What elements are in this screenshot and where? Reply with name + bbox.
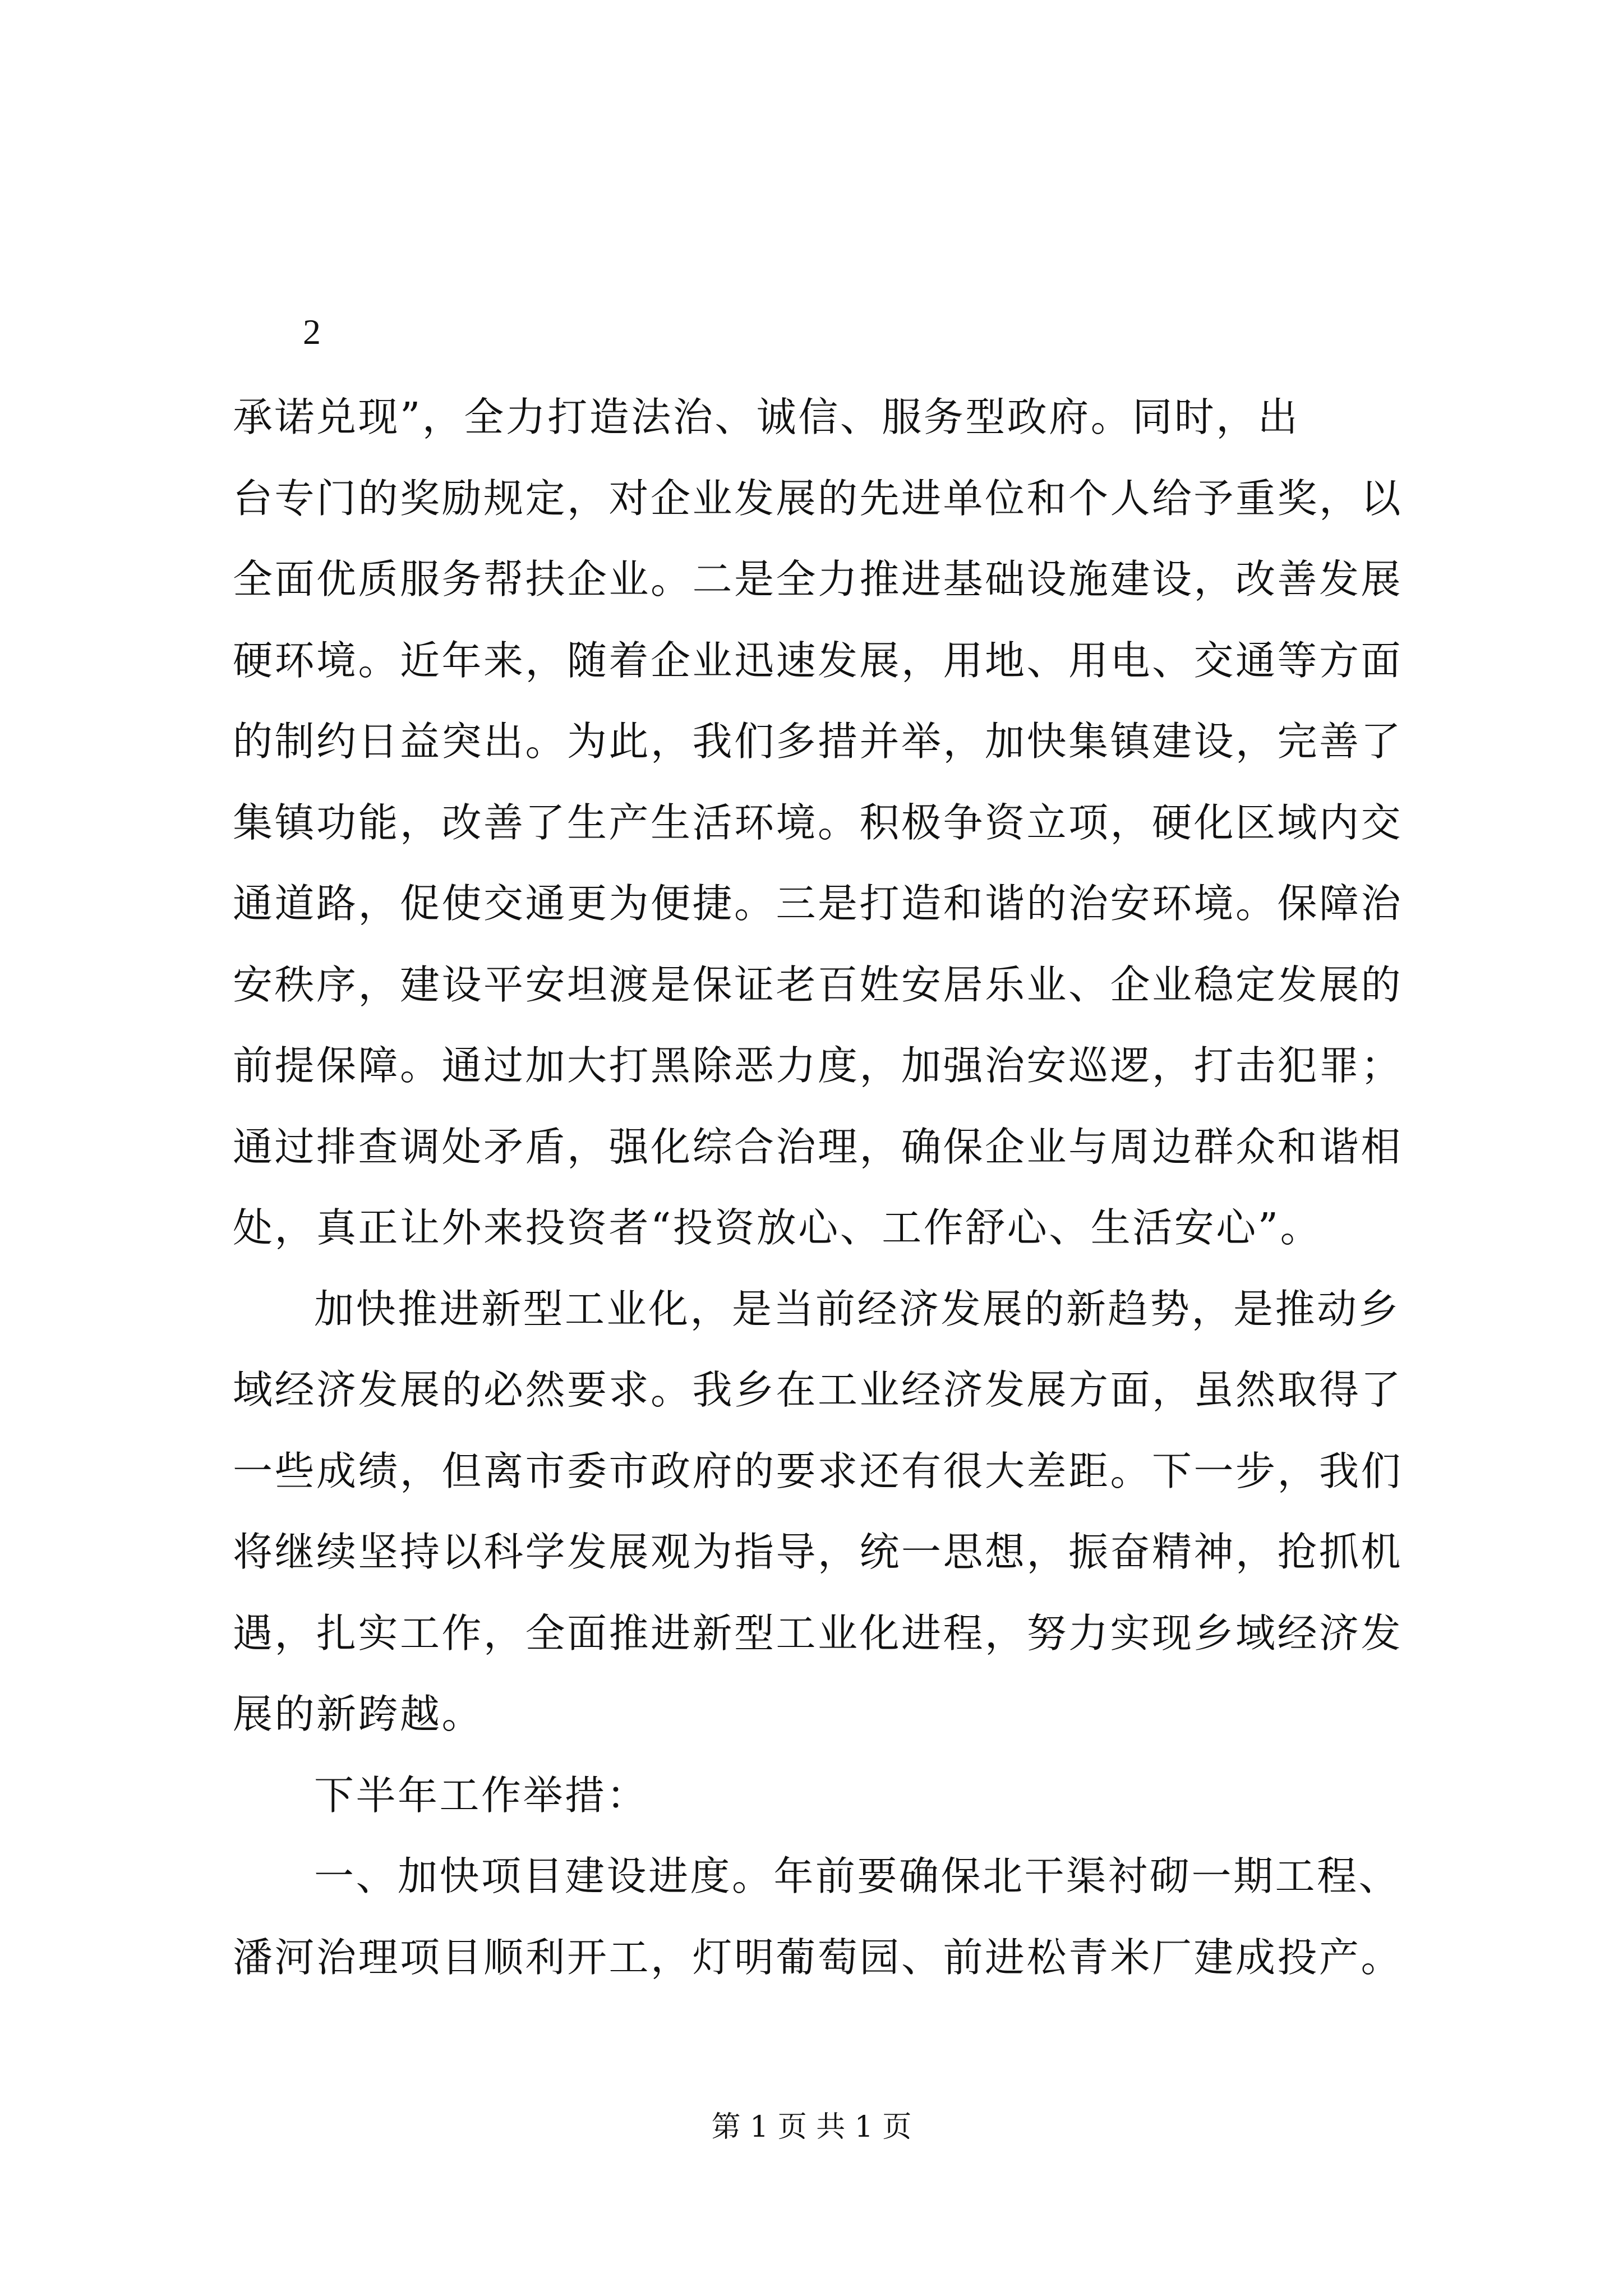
text-line: 将继续坚持以科学发展观为指导，统一思想，振奋精神，抢抓机 (233, 1529, 1403, 1575)
text-line: 通道路，促使交通更为便捷。三是打造和谐的治安环境。保障治 (233, 880, 1403, 927)
text-line: 安秩序，建设平安坦渡是保证老百姓安居乐业、企业稳定发展的 (233, 961, 1403, 1008)
text-line-paragraph-start: 一、加快项目建设进度。年前要确保北干渠衬砌一期工程、 (314, 1853, 1401, 1899)
text-line: 遇，扎实工作，全面推进新型工业化进程，努力实现乡域经济发 (233, 1609, 1403, 1657)
text-line: 展的新跨越。 (233, 1691, 484, 1737)
text-line-paragraph-start: 加快推进新型工业化，是当前经济发展的新趋势，是推动乡 (314, 1285, 1401, 1332)
text-line: 承诺兑现”，全力打造法治、诚信、服务型政府。同时，出 (233, 394, 1300, 440)
text-line: 硬环境。近年来，随着企业迅速发展，用地、用电、交通等方面 (233, 637, 1403, 684)
text-line: 台专门的奖励规定，对企业发展的先进单位和个人给予重奖，以 (233, 475, 1403, 522)
text-line: 一些成绩，但离市委市政府的要求还有很大差距。下一步，我们 (233, 1447, 1403, 1494)
text-line: 全面优质服务帮扶企业。二是全力推进基础设施建设，改善发展 (233, 556, 1403, 602)
text-line: 集镇功能，改善了生产生活环境。积极争资立项，硬化区域内交 (233, 799, 1403, 846)
page-footer: 第 1 页 共 1 页 (711, 2110, 912, 2144)
text-line: 处，真正让外来投资者“投资放心、工作舒心、生活安心”。 (233, 1204, 1322, 1251)
text-line: 通过排查调处矛盾，强化综合治理，确保企业与周边群众和谐相 (233, 1123, 1403, 1170)
section-heading: 下半年工作举措： (314, 1772, 649, 1819)
page-marker: 2 (303, 312, 321, 352)
document-body (233, 377, 1433, 1998)
text-line: 潘河治理项目顺利开工，灯明葡萄园、前进松青米厂建成投产。 (233, 1934, 1403, 1981)
text-line: 前提保障。通过加大打黑除恶力度，加强治安巡逻，打击犯罪； (233, 1042, 1403, 1089)
text-line: 的制约日益突出。为此，我们多措并举，加快集镇建设，完善了 (233, 718, 1403, 765)
text-line: 域经济发展的必然要求。我乡在工业经济发展方面，虽然取得了 (233, 1366, 1403, 1413)
